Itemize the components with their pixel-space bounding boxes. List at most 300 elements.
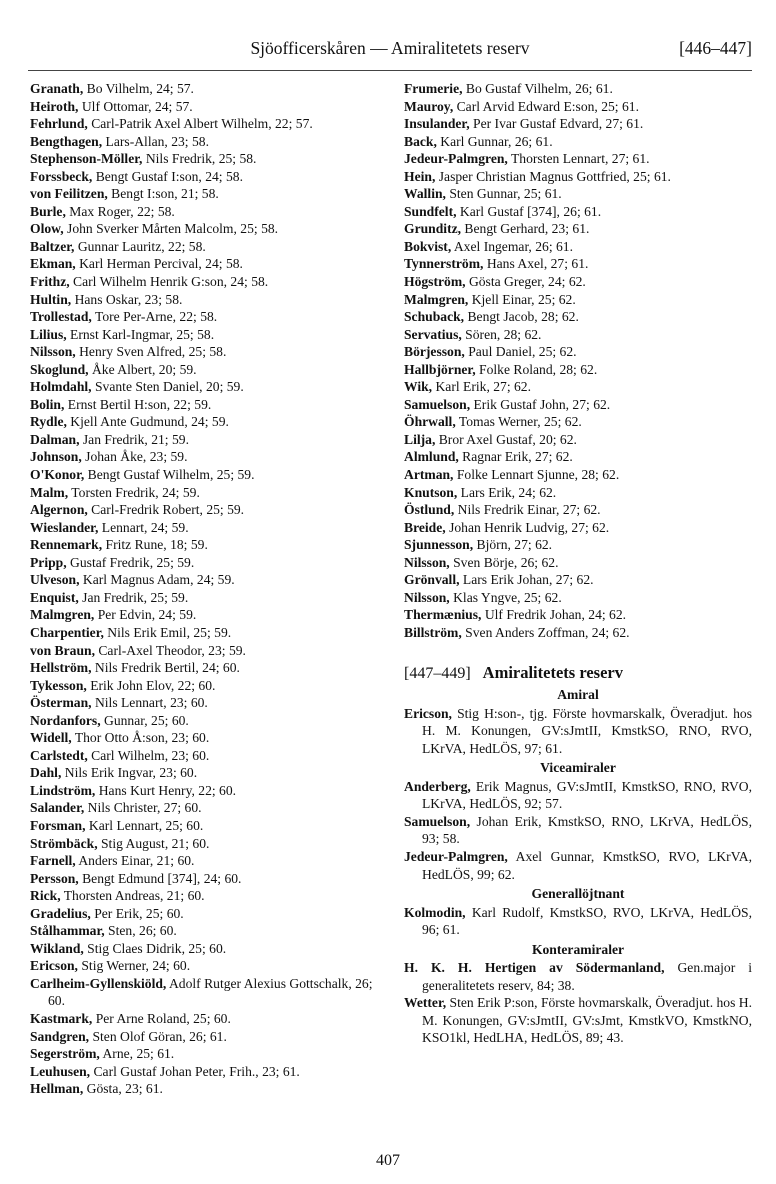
entry-details: Fritz Rune, 18; 59. <box>102 537 208 553</box>
entry-details: Lars Erik, 24; 62. <box>457 484 557 500</box>
entry-details: Karl Lennart, 25; 60. <box>85 817 204 833</box>
entry-surname: Algernon, <box>30 502 88 518</box>
entry-details: Karl Herman Percival, 24; 58. <box>75 256 243 272</box>
entry-details: Nils Christer, 27; 60. <box>84 800 202 816</box>
list-item <box>30 1080 380 1098</box>
section-range: [447–449] <box>404 664 471 682</box>
list-item <box>404 396 752 414</box>
entry-surname: Malmgren, <box>30 607 95 623</box>
list-item <box>404 589 752 607</box>
entry-surname: Kastmark, <box>30 1010 93 1026</box>
header-page-range: [446–447] <box>679 38 752 58</box>
entry-details: Bror Axel Gustaf, 20; 62. <box>435 431 577 447</box>
list-item <box>404 238 752 256</box>
list-item <box>404 273 752 291</box>
list-item <box>404 606 752 624</box>
list-item <box>404 168 752 186</box>
list-item <box>30 255 380 273</box>
entry-details: Carl-Axel Theodor, 23; 59. <box>94 642 246 658</box>
list-item <box>404 484 752 502</box>
list-item <box>404 343 752 361</box>
entry-surname: Wik, <box>404 379 433 395</box>
entry-details: Paul Daniel, 25; 62. <box>464 344 577 360</box>
entry-surname: Öhrwall, <box>404 414 456 430</box>
entry-surname: Baltzer, <box>30 238 75 254</box>
entry-surname: Johnson, <box>30 449 82 465</box>
entry-surname: Breide, <box>404 519 446 535</box>
entry-details: Hans Axel, 27; 61. <box>483 256 589 272</box>
entry-surname: Hellman, <box>30 1081 84 1097</box>
entry-details: Carl-Fredrik Robert, 25; 59. <box>87 502 245 518</box>
entry-details: Carl Gustaf Johan Peter, Frih., 23; 61. <box>90 1063 300 1079</box>
entry-surname: Malmgren, <box>404 291 469 307</box>
list-item <box>30 571 380 589</box>
entry-surname: Rick, <box>30 888 61 904</box>
entry-surname: Heiroth, <box>30 98 79 114</box>
entry-surname: Tynnerström, <box>404 256 484 272</box>
entry-details: Thor Otto Å:son, 23; 60. <box>71 730 210 746</box>
entry-surname: H. K. H. Hertigen av Södermanland, <box>404 960 665 976</box>
entry-details: Klas Yngve, 25; 62. <box>449 589 562 605</box>
entry-details: Adolf Rutger Alexius Gottschalk, 26; 60. <box>48 975 373 1009</box>
reserve-groups <box>404 686 752 1047</box>
entry-surname: Hallbjörner, <box>404 361 476 377</box>
entry-details: Per Arne Roland, 25; 60. <box>92 1010 231 1026</box>
list-item <box>30 624 380 642</box>
entry-details: Karl Erik, 27; 62. <box>432 379 532 395</box>
entry-details: Nils Erik Ingvar, 23; 60. <box>61 765 198 781</box>
list-item <box>30 115 380 133</box>
entry-surname: Bengthagen, <box>30 133 103 149</box>
list-item <box>404 431 752 449</box>
entry-surname: Enquist, <box>30 589 79 605</box>
list-item <box>404 571 752 589</box>
entry-surname: Östlund, <box>404 502 455 518</box>
entry-surname: Dahl, <box>30 765 62 781</box>
entry-surname: Fehrlund, <box>30 116 88 132</box>
entry-surname: Hultin, <box>30 291 72 307</box>
entry-details: Max Roger, 22; 58. <box>65 203 175 219</box>
entry-surname: Högström, <box>404 274 466 290</box>
entry-details: Åke Albert, 20; 59. <box>88 361 197 377</box>
page-number: 407 <box>376 1152 400 1169</box>
entry-surname: Anderberg, <box>404 778 471 794</box>
entry-surname: Wallin, <box>404 186 446 202</box>
header-rule <box>28 70 752 71</box>
entry-details: Björn, 27; 62. <box>473 537 553 553</box>
entry-details: Carl Arvid Edward E:son, 25; 61. <box>453 98 639 114</box>
entry-surname: Carlheim-Gyllenskiöld, <box>30 975 167 991</box>
entry-details: Svante Sten Daniel, 20; 59. <box>91 379 244 395</box>
entry-details: Thorsten Andreas, 21; 60. <box>60 888 205 904</box>
entry-details: Erik John Elov, 22; 60. <box>86 677 216 693</box>
entry-surname: Frithz, <box>30 274 70 290</box>
rank-heading: Generallöjtnant <box>531 886 625 902</box>
entry-surname: Schuback, <box>404 309 465 325</box>
entry-surname: Bolin, <box>30 396 65 412</box>
entry-surname: Almlund, <box>404 449 459 465</box>
list-item <box>30 589 380 607</box>
entry-surname: Insulander, <box>404 116 470 132</box>
entry-surname: Nilsson, <box>404 554 450 570</box>
rank-heading: Konteramiraler <box>531 941 625 957</box>
entry-details: Gösta, 23; 61. <box>83 1081 163 1097</box>
entry-details: Karl Magnus Adam, 24; 59. <box>79 572 235 588</box>
entry-surname: Artman, <box>404 467 454 483</box>
rank-heading: Viceamiraler <box>540 760 616 776</box>
list-item <box>404 778 752 813</box>
list-item <box>30 150 380 168</box>
entry-details: Sven Anders Zoffman, 24; 62. <box>461 624 630 640</box>
entry-details: Sören, 28; 62. <box>461 326 542 342</box>
list-item <box>30 764 380 782</box>
entry-surname: von Braun, <box>30 642 95 658</box>
list-item <box>30 747 380 765</box>
list-item <box>30 1010 380 1028</box>
entry-surname: Malm, <box>30 484 69 500</box>
entry-surname: Dalman, <box>30 431 80 447</box>
list-item <box>30 852 380 870</box>
entry-details: Nils Erik Emil, 25; 59. <box>103 624 232 640</box>
entry-details: Axel Ingemar, 26; 61. <box>451 238 573 254</box>
entry-surname: Grunditz, <box>404 221 462 237</box>
list-item <box>404 98 752 116</box>
entry-surname: Forsman, <box>30 817 86 833</box>
entry-details: Ulf Fredrik Johan, 24; 62. <box>481 607 627 623</box>
entry-surname: Back, <box>404 133 437 149</box>
entry-details: Bengt I:son, 21; 58. <box>107 186 219 202</box>
entry-surname: Wieslander, <box>30 519 99 535</box>
entry-details: Hans Oskar, 23; 58. <box>71 291 183 307</box>
entry-details: Nils Fredrik Einar, 27; 62. <box>454 502 601 518</box>
entry-surname: Wetter, <box>404 995 447 1011</box>
list-item <box>404 361 752 379</box>
list-item <box>404 554 752 572</box>
entry-details: Erik Magnus, GV:sJmtII, KmstkSO, RNO, RVO, LKrVA, HedLÖS, 92; 57. <box>422 778 752 812</box>
list-item <box>404 536 752 554</box>
entry-details: Johan Erik, KmstkSO, RNO, LKrVA, HedLÖS, 93; 58. <box>422 813 752 847</box>
list-item <box>404 115 752 133</box>
list-item <box>30 940 380 958</box>
entry-surname: Ericson, <box>30 958 78 974</box>
entry-surname: Hein, <box>404 168 436 184</box>
entry-surname: Pripp, <box>30 554 67 570</box>
entry-surname: Lindström, <box>30 782 96 798</box>
entry-details: Carl Wilhelm, 23; 60. <box>87 747 210 763</box>
entry-details: Lars-Allan, 23; 58. <box>102 133 209 149</box>
entry-surname: Forssbeck, <box>30 168 93 184</box>
list-item <box>30 168 380 186</box>
entry-surname: Samuelson, <box>404 396 471 412</box>
entry-surname: Samuelson, <box>404 813 471 829</box>
list-item <box>30 677 380 695</box>
running-header <box>28 38 752 68</box>
list-item <box>30 905 380 923</box>
entry-surname: Österman, <box>30 695 92 711</box>
list-item <box>404 133 752 151</box>
list-item <box>404 326 752 344</box>
entry-surname: Ulveson, <box>30 572 80 588</box>
list-item <box>30 799 380 817</box>
entry-surname: Wikland, <box>30 940 84 956</box>
list-item <box>30 308 380 326</box>
entry-details: Stig Werner, 24; 60. <box>77 958 191 974</box>
list-item <box>404 203 752 221</box>
entry-details: Torsten Fredrik, 24; 59. <box>68 484 200 500</box>
list-item <box>30 361 380 379</box>
list-item <box>30 185 380 203</box>
entry-surname: Trollestad, <box>30 309 92 325</box>
entry-details: Sten Olof Göran, 26; 61. <box>89 1028 227 1044</box>
entry-surname: Sundfelt, <box>404 203 457 219</box>
entry-surname: Bokvist, <box>404 238 452 254</box>
list-item <box>30 1028 380 1046</box>
entry-details: Carl Wilhelm Henrik G:son, 24; 58. <box>69 274 269 290</box>
entry-surname: Stephenson-Möller, <box>30 151 143 167</box>
list-item <box>404 848 752 883</box>
list-item <box>404 80 752 98</box>
list-item <box>404 413 752 431</box>
list-item <box>30 273 380 291</box>
entry-details: Tore Per-Arne, 22; 58. <box>91 309 218 325</box>
entry-surname: von Feilitzen, <box>30 186 108 202</box>
entry-surname: Lilja, <box>404 431 436 447</box>
section-name: Amiralitetets reserv <box>482 662 623 682</box>
entry-surname: Widell, <box>30 730 72 746</box>
entry-details: Bengt Gustaf Wilhelm, 25; 59. <box>84 467 255 483</box>
entry-surname: Frumerie, <box>404 81 463 96</box>
entry-details: Stig H:son-, tjg. Förste hovmarskalk, Överadjut. hos H. M. Konungen, GV:sJmtII, KmstkSO, RNO, RVO, LKrVA, HedLÖS, 97; 61. <box>422 705 752 756</box>
list-item <box>404 904 752 939</box>
entry-surname: Servatius, <box>404 326 462 342</box>
list-item <box>30 484 380 502</box>
entry-details: Erik Gustaf John, 27; 62. <box>470 396 611 412</box>
list-item <box>30 835 380 853</box>
list-item <box>404 705 752 758</box>
entry-surname: Ekman, <box>30 256 76 272</box>
entry-surname: Holmdahl, <box>30 379 92 395</box>
entry-details: Johan Henrik Ludvig, 27; 62. <box>445 519 610 535</box>
entry-surname: Thermænius, <box>404 607 482 623</box>
entry-surname: Olow, <box>30 221 64 237</box>
entry-surname: O'Konor, <box>30 467 85 483</box>
entry-surname: Mauroy, <box>404 98 454 114</box>
list-item <box>30 659 380 677</box>
list-item <box>30 98 380 116</box>
entry-surname: Sandgren, <box>30 1028 90 1044</box>
list-item <box>30 378 380 396</box>
entry-details: Hans Kurt Henry, 22; 60. <box>95 782 237 798</box>
entry-details: Jan Fredrik, 25; 59. <box>78 589 189 605</box>
list-item <box>30 694 380 712</box>
list-item <box>30 606 380 624</box>
entry-surname: Rennemark, <box>30 537 103 553</box>
entry-surname: Billström, <box>404 624 462 640</box>
list-item <box>30 501 380 519</box>
entry-details: Gunnar, 25; 60. <box>100 712 189 728</box>
entry-surname: Sjunnesson, <box>404 537 474 553</box>
right-column <box>404 80 752 1047</box>
entry-surname: Charpentier, <box>30 624 104 640</box>
entry-details: Sten Gunnar, 25; 61. <box>445 186 562 202</box>
header-title: Sjöofficerskåren — Amiralitetets reserv <box>250 38 530 58</box>
entry-surname: Granath, <box>30 81 84 96</box>
list-item <box>404 994 752 1047</box>
entry-surname: Ericson, <box>404 705 452 721</box>
list-item <box>404 519 752 537</box>
list-item <box>30 466 380 484</box>
entry-details: Bengt Edmund [374], 24; 60. <box>78 870 242 886</box>
list-item <box>30 870 380 888</box>
list-item <box>30 448 380 466</box>
list-item <box>404 150 752 168</box>
entry-details: Axel Gunnar, KmstkSO, RVO, LKrVA, HedLÖS, 99; 62. <box>422 848 752 882</box>
entry-surname: Jedeur-Palmgren, <box>404 848 508 864</box>
section-title <box>404 664 752 683</box>
entry-details: Nils Fredrik, 25; 58. <box>142 151 257 167</box>
list-item <box>30 922 380 940</box>
entry-surname: Lilius, <box>30 326 67 342</box>
entry-details: Sven Börje, 26; 62. <box>449 554 559 570</box>
list-item <box>404 466 752 484</box>
list-item <box>404 378 752 396</box>
list-item <box>30 642 380 660</box>
entry-details: Karl Gunnar, 26; 61. <box>436 133 553 149</box>
entry-details: Jan Fredrik, 21; 59. <box>79 431 189 447</box>
list-item <box>30 817 380 835</box>
entry-details: Gustaf Fredrik, 25; 59. <box>66 554 195 570</box>
list-item <box>30 975 380 1010</box>
entry-details: Sten, 26; 60. <box>104 923 177 939</box>
entry-details: Arne, 25; 61. <box>99 1046 175 1062</box>
entry-details: Per Edvin, 24; 59. <box>94 607 197 623</box>
entry-details: Lennart, 24; 59. <box>98 519 189 535</box>
list-item <box>404 959 752 994</box>
entry-details: Nils Lennart, 23; 60. <box>91 695 208 711</box>
entry-surname: Nilsson, <box>30 344 76 360</box>
entry-details: Thorsten Lennart, 27; 61. <box>507 151 650 167</box>
list-item <box>404 501 752 519</box>
list-item <box>30 80 380 98</box>
entry-details: Tomas Werner, 25; 62. <box>455 414 582 430</box>
entry-details: Ernst Bertil H:son, 22; 59. <box>64 396 212 412</box>
entry-details: Stig August, 21; 60. <box>97 835 210 851</box>
entry-surname: Leuhusen, <box>30 1063 91 1079</box>
entry-surname: Burle, <box>30 203 66 219</box>
entry-details: Karl Rudolf, KmstkSO, RVO, LKrVA, HedLÖS, 96; 61. <box>422 904 752 938</box>
entry-details: Bo Gustaf Vilhelm, 26; 61. <box>462 81 613 96</box>
entry-details: Kjell Ante Gudmund, 24; 59. <box>66 414 229 430</box>
list-item <box>404 813 752 848</box>
entry-details: John Sverker Mårten Malcolm, 25; 58. <box>63 221 279 237</box>
entry-details: Bengt Gustaf I:son, 24; 58. <box>92 168 243 184</box>
entry-details: Gösta Greger, 24; 62. <box>465 274 586 290</box>
list-item <box>30 203 380 221</box>
entry-surname: Persson, <box>30 870 79 886</box>
list-item <box>30 1045 380 1063</box>
list-item <box>404 448 752 466</box>
list-item <box>30 729 380 747</box>
entry-details: Kjell Einar, 25; 62. <box>468 291 576 307</box>
entry-details: Folke Roland, 28; 62. <box>475 361 598 377</box>
entry-details: Per Erik, 25; 60. <box>90 905 184 921</box>
entry-surname: Kolmodin, <box>404 904 466 920</box>
entry-surname: Gradelius, <box>30 905 91 921</box>
list-item <box>30 431 380 449</box>
list-item <box>30 238 380 256</box>
entry-details: Carl-Patrik Axel Albert Wilhelm, 22; 57. <box>87 116 313 132</box>
entry-details: Sten Erik P:son, Förste hovmarskalk, Överadjut. hos H. M. Konungen, GV:sJmtII, GV:sJmt, KmstkVO, KmstkNO, KSO1kl, HedLHA, HedLÖS, 89; 43. <box>422 995 752 1046</box>
list-item <box>404 185 752 203</box>
list-item <box>30 887 380 905</box>
entry-surname: Farnell, <box>30 853 76 869</box>
list-item <box>404 255 752 273</box>
entry-surname: Grönvall, <box>404 572 460 588</box>
entry-details: Johan Åke, 23; 59. <box>81 449 188 465</box>
entry-surname: Stålhammar, <box>30 923 105 939</box>
list-item <box>30 712 380 730</box>
entry-details: Henry Sven Alfred, 25; 58. <box>75 344 227 360</box>
entry-surname: Rydle, <box>30 414 67 430</box>
entry-details: Bengt Gerhard, 23; 61. <box>461 221 590 237</box>
entry-details: Bengt Jacob, 28; 62. <box>464 309 579 325</box>
entry-surname: Strömbäck, <box>30 835 98 851</box>
list-item <box>30 133 380 151</box>
entry-details: Karl Gustaf [374], 26; 61. <box>456 203 602 219</box>
entry-details: Gunnar Lauritz, 22; 58. <box>74 238 206 254</box>
entry-details: Ernst Karl-Ingmar, 25; 58. <box>66 326 215 342</box>
list-item <box>404 308 752 326</box>
list-item <box>404 220 752 238</box>
entry-surname: Carlstedt, <box>30 747 88 763</box>
list-item <box>30 519 380 537</box>
entry-details: Gen.major i generalitetets reserv, 84; 38. <box>422 960 752 993</box>
entry-details: Nils Fredrik Bertil, 24; 60. <box>91 660 240 676</box>
entry-details: Ulf Ottomar, 24; 57. <box>78 98 193 114</box>
entry-surname: Segerström, <box>30 1046 100 1062</box>
entry-surname: Knutson, <box>404 484 458 500</box>
list-item <box>30 326 380 344</box>
entry-details: Lars Erik Johan, 27; 62. <box>459 572 594 588</box>
list-item <box>30 782 380 800</box>
list-item <box>404 291 752 309</box>
entry-details: Stig Claes Didrik, 25; 60. <box>83 940 227 956</box>
left-column <box>30 80 380 1098</box>
entry-details: Bo Vilhelm, 24; 57. <box>83 81 194 96</box>
entry-surname: Nordanfors, <box>30 712 101 728</box>
list-item <box>30 343 380 361</box>
entry-surname: Nilsson, <box>404 589 450 605</box>
right-entry-list <box>404 80 752 642</box>
entry-surname: Skoglund, <box>30 361 89 377</box>
entry-surname: Jedeur-Palmgren, <box>404 151 508 167</box>
list-item <box>30 536 380 554</box>
list-item <box>30 291 380 309</box>
entry-surname: Börjesson, <box>404 344 465 360</box>
entry-surname: Salander, <box>30 800 85 816</box>
list-item <box>30 1063 380 1081</box>
list-item <box>404 624 752 642</box>
list-item <box>30 220 380 238</box>
entry-details: Anders Einar, 21; 60. <box>75 853 195 869</box>
list-item <box>30 413 380 431</box>
entry-details: Jasper Christian Magnus Gottfried, 25; 61. <box>435 168 671 184</box>
entry-details: Folke Lennart Sjunne, 28; 62. <box>453 467 620 483</box>
entry-details: Per Ivar Gustaf Edvard, 27; 61. <box>469 116 644 132</box>
list-item <box>30 957 380 975</box>
list-item <box>30 554 380 572</box>
entry-details: Ragnar Erik, 27; 62. <box>458 449 573 465</box>
